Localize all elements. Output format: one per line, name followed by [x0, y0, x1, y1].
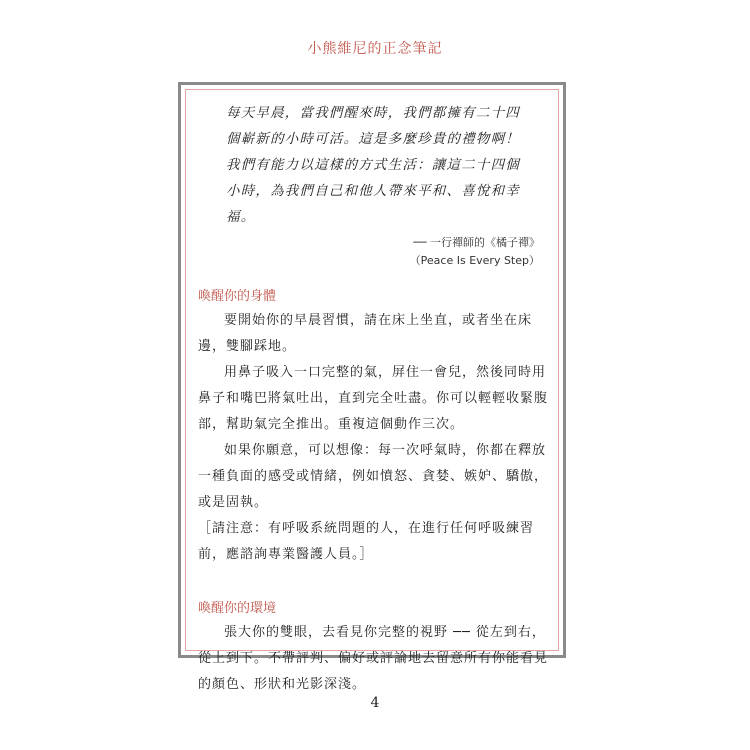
body-paragraph: 要開始你的早晨習慣，請在床上坐直，或者坐在床邊，雙腳踩地。: [198, 313, 533, 354]
body-paragraph: 如果你願意，可以想像：每一次呼氣時，你都在釋放一種負面的感受或情緒，例如憤怒、貪婪、嫉妒、驕傲，或是固執。: [198, 443, 549, 510]
body-paragraph: 張大你的雙眼，去看見你完整的視野 ── 從左到右，從上到下。不帶評判、偏好或評論地去留意所有你能看見的顏色、形狀和光影深淺。: [198, 625, 549, 692]
body-paragraph: 用鼻子吸入一口完整的氣，屏住一會兒，然後同時用鼻子和嘴巴將氣吐出，直到完全吐盡。你可以輕輕收緊腹部，幫助氣完全推出。重複這個動作三次。: [198, 365, 549, 432]
running-header-title: 小熊維尼的正念筆記: [307, 41, 443, 57]
section-heading-body: 喚醒你的身體: [198, 289, 277, 304]
page-content: [198, 100, 554, 698]
epigraph-quote: [198, 100, 554, 230]
attribution-author: ── 一行禪師的《橘子禪》: [413, 236, 540, 249]
quote-paragraph: 我們有能力以這樣的方式生活：讓這二十四個小時，為我們自己和他人帶來平和、喜悅和幸福。: [226, 157, 520, 225]
section-spacer: [198, 568, 554, 582]
section-heading-environment: 喚醒你的環境: [198, 601, 277, 616]
breathing-note: ［請注意：有呼吸系統問題的人，在進行任何呼吸練習前，應諮詢專業醫護人員。］: [198, 521, 535, 562]
quote-paragraph: 每天早晨，當我們醒來時，我們都擁有二十四個嶄新的小時可活。這是多麼珍貴的禮物啊！: [226, 105, 520, 147]
attribution-title: （Peace Is Every Step）: [409, 254, 540, 267]
page-number: 4: [370, 695, 380, 711]
quote-attribution: [198, 234, 554, 270]
